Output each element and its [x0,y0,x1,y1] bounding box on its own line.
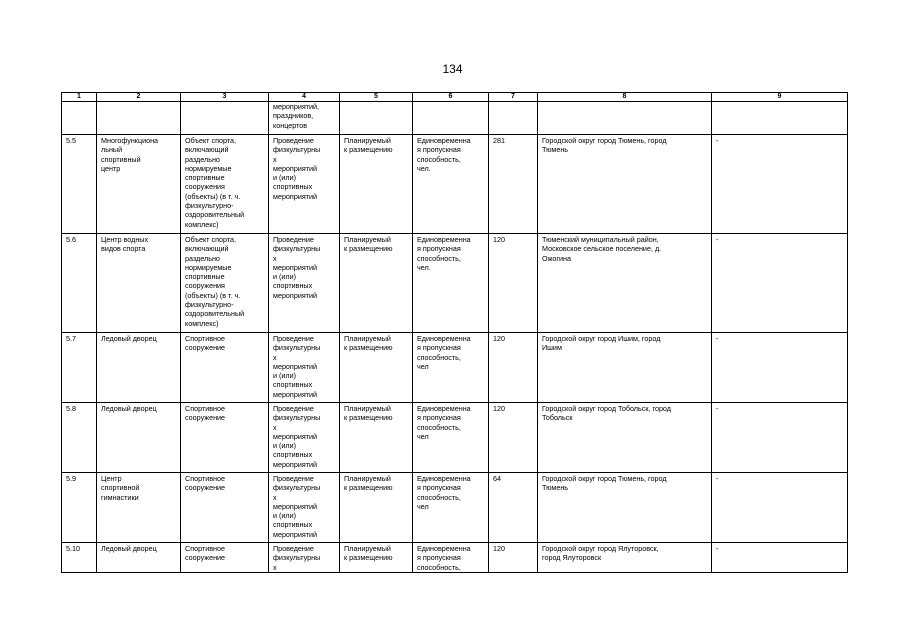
column-header-6: 6 [413,93,489,102]
column-header-4: 4 [269,93,340,102]
object-purpose: Проведение физкультурны х мероприятий и (или) спортивных мероприятий [269,403,340,473]
object-zone: - [712,473,848,543]
object-status: Планируемый к размещению [340,234,413,333]
object-characteristic: Единовременна я пропускная способность, чел. [413,135,489,234]
header-row [62,93,848,102]
object-location: Городской округ город Тюмень, город Тюмень [538,135,712,234]
object-name: Многофункциона льный спортивный центр [97,135,181,234]
table-row [62,543,848,573]
object-value: 120 [489,333,538,403]
object-characteristic: Единовременна я пропускная способность, чел. [413,234,489,333]
object-value: 120 [489,543,538,573]
object-characteristic: Единовременна я пропускная способность, [413,543,489,573]
row-number: 5.5 [62,135,97,234]
object-status: Планируемый к размещению [340,333,413,403]
column-header-7: 7 [489,93,538,102]
table-row [62,234,848,333]
object-value: 64 [489,473,538,543]
object-characteristic: Единовременна я пропускная способность, чел [413,473,489,543]
table-row [62,333,848,403]
table-cell [538,102,712,135]
table-cell: мероприятий, праздников, концертов [269,102,340,135]
object-zone: - [712,333,848,403]
object-name: Центр спортивной гимнастики [97,473,181,543]
object-name: Ледовый дворец [97,333,181,403]
object-name: Ледовый дворец [97,403,181,473]
table-cell [97,102,181,135]
table-cell [181,102,269,135]
object-type: Объект спорта, включающий раздельно нормируемые спортивные сооружения (объекты) (в т. ч. физкультурно- оздоровительный комплекс) [181,135,269,234]
object-value: 281 [489,135,538,234]
object-location: Городской округ город Тобольск, город Тобольск [538,403,712,473]
continuation-row [62,102,848,135]
object-name: Ледовый дворец [97,543,181,573]
object-status: Планируемый к размещению [340,135,413,234]
row-number: 5.7 [62,333,97,403]
object-purpose: Проведение физкультурны х [269,543,340,573]
object-type: Спортивное сооружение [181,333,269,403]
object-zone: - [712,543,848,573]
object-purpose: Проведение физкультурны х мероприятий и (или) спортивных мероприятий [269,333,340,403]
object-type: Спортивное сооружение [181,543,269,573]
object-location: Тюменский муниципальный район, Московское сельское поселение, д. Ожогина [538,234,712,333]
column-header-2: 2 [97,93,181,102]
object-location: Городской округ город Ялуторовск, город Ялуторовск [538,543,712,573]
object-status: Планируемый к размещению [340,473,413,543]
object-characteristic: Единовременна я пропускная способность, чел [413,403,489,473]
table-cell [62,102,97,135]
column-header-1: 1 [62,93,97,102]
column-header-9: 9 [712,93,848,102]
table-cell [340,102,413,135]
object-zone: - [712,403,848,473]
row-number: 5.6 [62,234,97,333]
object-purpose: Проведение физкультурны х мероприятий и (или) спортивных мероприятий [269,135,340,234]
row-number: 5.8 [62,403,97,473]
table-cell [413,102,489,135]
row-number: 5.9 [62,473,97,543]
row-number: 5.10 [62,543,97,573]
table-row [62,473,848,543]
object-status: Планируемый к размещению [340,543,413,573]
page-number: 134 [442,62,463,76]
table-row [62,403,848,473]
object-characteristic: Единовременна я пропускная способность, чел [413,333,489,403]
object-location: Городской округ город Тюмень, город Тюмень [538,473,712,543]
object-type: Спортивное сооружение [181,473,269,543]
object-status: Планируемый к размещению [340,403,413,473]
object-type: Объект спорта, включающий раздельно нормируемые спортивные сооружения (объекты) (в т. ч. физкультурно- оздоровительный комплекс) [181,234,269,333]
object-location: Городской округ город Ишим, город Ишим [538,333,712,403]
object-type: Спортивное сооружение [181,403,269,473]
column-header-5: 5 [340,93,413,102]
column-header-8: 8 [538,93,712,102]
table-cell [712,102,848,135]
object-zone: - [712,234,848,333]
object-zone: - [712,135,848,234]
data-table [61,92,848,573]
object-value: 120 [489,403,538,473]
object-value: 120 [489,234,538,333]
object-purpose: Проведение физкультурны х мероприятий и (или) спортивных мероприятий [269,234,340,333]
object-purpose: Проведение физкультурны х мероприятий и (или) спортивных мероприятий [269,473,340,543]
table-cell [489,102,538,135]
object-name: Центр водных видов спорта [97,234,181,333]
table-row [62,135,848,234]
column-header-3: 3 [181,93,269,102]
